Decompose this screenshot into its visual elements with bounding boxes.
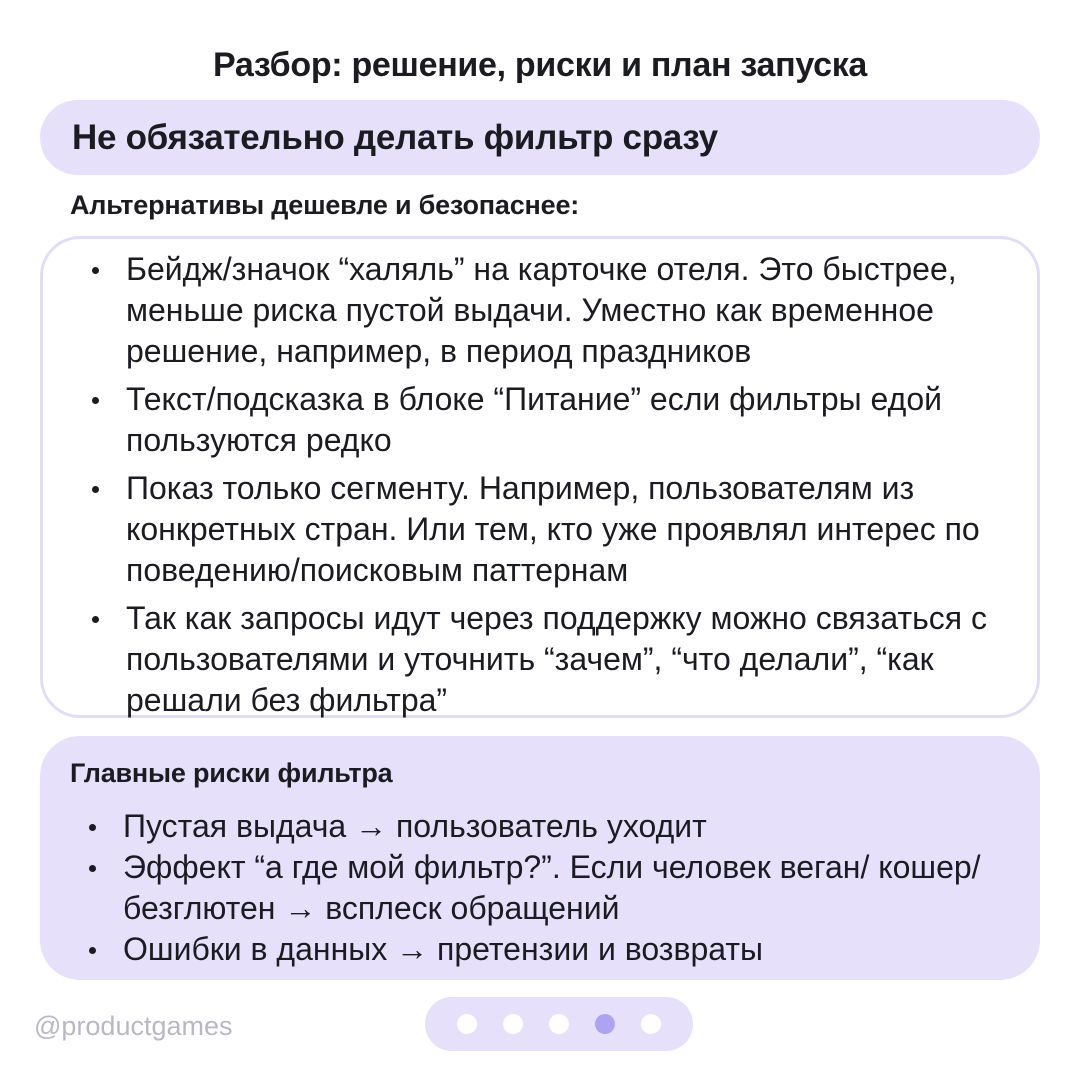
list-item-text: Ошибки в данных → претензии и возвраты: [123, 931, 764, 967]
list-item-text: Показ только сегменту. Например, пользователям из конкретных стран. Или тем, кто уже проявлял интерес по поведению/поисковым паттернам: [126, 470, 980, 588]
bullet-dot-icon: [92, 486, 99, 493]
list-item: [43, 249, 1037, 372]
page-title: Разбор: решение, риски и план запуска: [212, 46, 868, 84]
list-item: [43, 468, 1037, 591]
pager-dot[interactable]: [503, 1014, 523, 1034]
headline-banner: [40, 100, 1040, 175]
list-item-text: Так как запросы идут через поддержку можно связаться с пользователями и уточнить “зачем”, “что делали”, “как решали без фильтра”: [126, 600, 987, 718]
list-item: [40, 806, 1040, 847]
pager-dot-active[interactable]: [595, 1014, 615, 1034]
pager-dot[interactable]: [457, 1014, 477, 1034]
headline-text: Не обязательно делать фильтр сразу: [72, 117, 718, 157]
alternatives-list: [43, 249, 1037, 728]
list-item: [43, 379, 1037, 461]
bullet-dot-icon: [92, 267, 99, 274]
list-item: [40, 847, 1040, 929]
pager-dot[interactable]: [549, 1014, 569, 1034]
pager-dot[interactable]: [641, 1014, 661, 1034]
risks-card: [40, 736, 1040, 980]
list-item-text: Пустая выдача → пользователь уходит: [123, 808, 707, 844]
bullet-dot-icon: [89, 824, 96, 831]
risks-heading: Главные риски фильтра: [70, 758, 393, 788]
author-handle: @productgames: [34, 1011, 233, 1041]
list-item: [40, 929, 1040, 970]
alternatives-card: [40, 236, 1040, 718]
bullet-dot-icon: [92, 616, 99, 623]
alternatives-heading: Альтернативы дешевле и безопаснее:: [70, 190, 580, 220]
list-item-text: Эффект “а где мой фильтр?”. Если человек веган/ кошер/безглютен → всплеск обращений: [123, 849, 981, 926]
list-item: [43, 598, 1037, 721]
list-item-text: Текст/подсказка в блоке “Питание” если фильтры едой пользуются редко: [126, 381, 942, 458]
bullet-dot-icon: [89, 947, 96, 954]
list-item-text: Бейдж/значок “халяль” на карточке отеля. Это быстрее, меньше риска пустой выдачи. Уместно как временное решение, например, в период праздников: [126, 251, 957, 369]
carousel-pager[interactable]: [425, 997, 693, 1051]
bullet-dot-icon: [92, 397, 99, 404]
bullet-dot-icon: [89, 865, 96, 872]
risks-list: [40, 806, 1040, 970]
